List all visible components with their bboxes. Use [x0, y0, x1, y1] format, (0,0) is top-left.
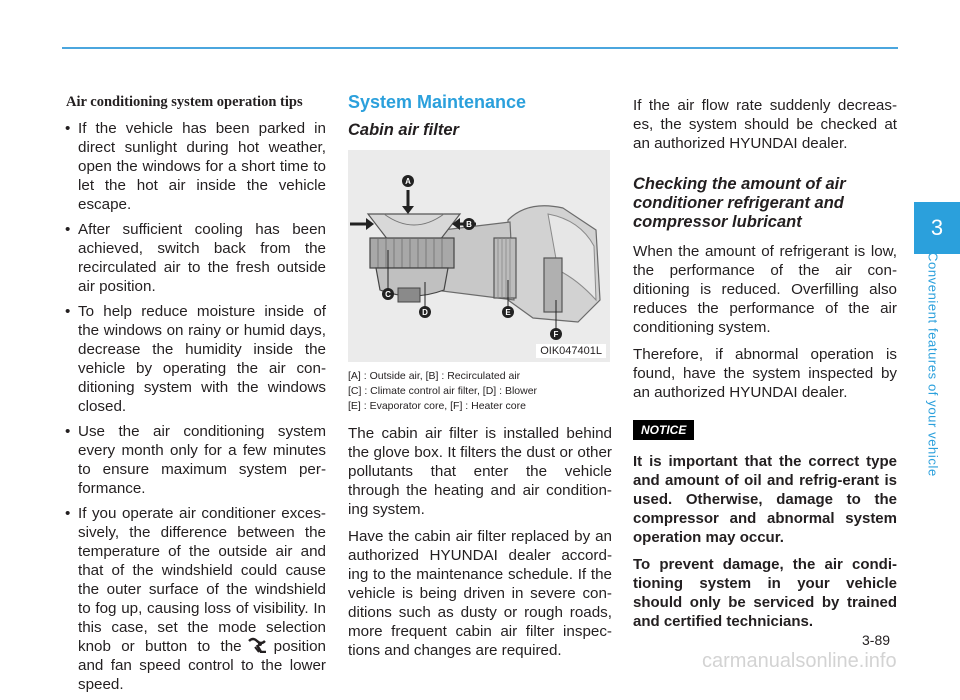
- page-number: 3-89: [862, 632, 891, 648]
- callout-f-label: F: [553, 330, 559, 339]
- airflow-paragraph: If the air flow rate suddenly decreas-es, the system should be checked at an authorized HYUNDAI dealer.: [633, 97, 897, 152]
- tip-item: • To help reduce moisture inside of the windows on rainy or humid days, decrease the humidity inside the vehicle by operating the air con-ditioning system with the windows closed.: [64, 302, 326, 416]
- tip-item: • If the vehicle has been parked in direct sunlight during hot weather, open the windows for a short time to let the hot air inside the vehicle escape.: [64, 119, 326, 214]
- callout-c-label: C: [385, 290, 391, 299]
- callout-d-label: D: [422, 308, 428, 317]
- floor-defrost-mode-icon: [246, 637, 270, 653]
- chapter-tab: 3: [914, 202, 960, 254]
- tip-text-before: If you operate air conditioner exces-sively, the difference between the temperature of the outside air and that of the windshield could cause the outer surface of the windshield to fog up, causing loss of visibility. In this case, set the mode selection knob or button to the: [78, 505, 326, 655]
- tip-item: • After sufficient cooling has been achieved, switch back from the recirculated air to the fresh outside air position.: [64, 220, 326, 296]
- cabin-filter-figure: [348, 150, 610, 362]
- caption-line: [C] : Climate control air filter, [D] : Blower: [348, 385, 538, 397]
- chapter-label-text: Convenient features of your vehicle: [925, 252, 941, 477]
- figure-caption: [348, 369, 612, 414]
- notice-paragraph: To prevent damage, the air condi-tioning system in your vehicle should only be serviced by trained and certified technicians.: [633, 556, 897, 630]
- column-tips: [64, 92, 326, 700]
- callout-a-label: A: [405, 177, 411, 186]
- chapter-side-label: [918, 252, 948, 492]
- tip-text-after: position and fan speed control to the lower speed.: [78, 638, 326, 693]
- section-title: System Maintenance: [348, 92, 527, 112]
- watermark: carmanualsonline.info: [702, 650, 897, 672]
- refrigerant-title: Checking the amount of air conditioner refrigerant and compressor lubricant: [633, 175, 846, 231]
- tip-item: • Use the air conditioning system every month only for a few minutes to ensure maximum system per-formance.: [64, 422, 326, 498]
- column-maintenance: [348, 92, 612, 668]
- tip-item-defog: [64, 504, 326, 694]
- notice-badge: NOTICE: [633, 420, 694, 440]
- refrigerant-paragraph: When the amount of refrigerant is low, the performance of the air con-ditioning is reduced. Overfilling also reduces the performance of the air conditioning system.: [633, 243, 897, 336]
- tips-heading: Air conditioning system operation tips: [66, 94, 303, 110]
- figure-code: OIK047401L: [536, 344, 606, 358]
- filter-paragraph: Have the cabin air filter replaced by an authorized HYUNDAI dealer accord-ing to the maintenance schedule. If the vehicle is being driven in severe con-ditions such as dusty or rough roads, more frequent cabin air filter inspec-tions and changes are required.: [348, 528, 612, 659]
- callout-b-label: B: [466, 220, 472, 229]
- column-refrigerant: [633, 96, 897, 639]
- cabin-filter-title: Cabin air filter: [348, 121, 459, 139]
- caption-line: [A] : Outside air, [B] : Recirculated air: [348, 370, 521, 382]
- caption-line: [E] : Evaporator core, [F] : Heater core: [348, 400, 526, 412]
- filter-paragraph: The cabin air filter is installed behind the glove box. It filters the dust or other pollutants that enter the vehicle through the heating and air condition-ing system.: [348, 425, 612, 518]
- tips-list: [64, 119, 326, 694]
- hvac-diagram: [348, 150, 610, 362]
- notice-paragraph: It is important that the correct type and amount of oil and refrig-erant is used. Otherwise, damage to the compressor and abnormal system operation may occur.: [633, 453, 897, 546]
- refrigerant-paragraph: Therefore, if abnormal operation is found, have the system inspected by an authorized HYUNDAI dealer.: [633, 346, 897, 401]
- callout-e-label: E: [505, 308, 511, 317]
- top-rule: [62, 47, 898, 49]
